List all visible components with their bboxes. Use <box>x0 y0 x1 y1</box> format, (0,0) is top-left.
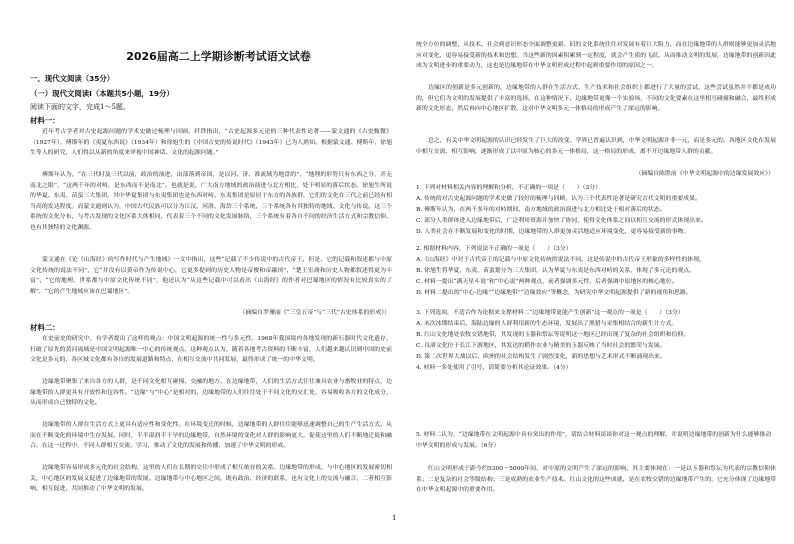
question-2-option-a: A.《山海经》中对于古代帝王的记载与中原文化传统的说法不同，这是传说中的古代帝王形象的多样性的体现。 <box>416 257 705 263</box>
m2-paragraph-1: 在史前史的研究中，有学者提出了这样的观点：中国文明起源的统一性与多元性，1968年我国境内各地发现的新石器时代文化遗存，打破了原先的黄河流域是中国文明起源唯一中心的传统观点。这种观点认为，随着各地考古资料的不断丰富，人们越来越认识到中国的史前文化是多元的，各区域文化都有各自的发展道路和特点，在相互交流中共同发展，最终形成了统一的中华文明。 <box>30 336 392 364</box>
question-5-passage: 红山文明形成于距今约5300～5000年间，对中原的文明产生了深远的影响。其主要体现在：一是以玉器和祭坛为代表的宗教信仰体系；二是复杂的社会等级结构；三是成熟的农业生产技术。红山文化的这些成就，是在农牧交错的边缘地带产生的，它充分体现了边缘地带在中华文明起源中的重要作用。 <box>416 466 776 494</box>
exam-title: 2026届高二上学期诊断考试语文试卷 <box>126 50 311 63</box>
question-3: 3. 下列选项，不适合作为论据来支撑材料二“边缘地带更能产生创新”这一观点的一项是（ ）（3分） <box>416 310 684 316</box>
section-heading: 一、现代文阅读（35分） <box>30 74 115 83</box>
question-2-option-b: B. 徐旭生将华夏、东夷、苗蛮划分为三大集团，认为华夏与东夷是东西对峙的关系，体现了多元论的观点。 <box>416 268 696 274</box>
source-note-1: （摘编自罗珊丽《“三皇五帝”与“三代”古史体系的形成》） <box>239 310 390 316</box>
question-5: 5. 材料二认为，“边缘地带在文明起源中具有突出的作用”，请结合材料谈谈你对这一观点的理解，并说明边缘地带的创新为什么能够推动中华文明的形成与发展。（6分） <box>416 432 772 449</box>
question-1-option-a: A. 传统的对古史起源问题的学术史做了较好的梳理与回顾，认为三个代表性论著是研究古代文明的重要成果。 <box>416 196 701 202</box>
m2-paragraph-6: 总之，有关中华文明起源的认识已经发生了巨大的改变。学界已普遍认识到，中华文明起源并非一元，而是多元的。各地区文化在发展中相互交流、相互影响，逐渐形成了以中原为核心的多元一体格局，这一格局的形成，离不开边缘地带人群的贡献。 <box>416 138 776 155</box>
m2-paragraph-2: 边缘地带聚集了来自各方的人群，是不同文化相互碰撞、交融的地方。在边缘地带，人们的生活方式往往兼具农业与畜牧业的特点，边缘地带的人群更具有开放性和包容性。“边缘”与“中心”是相对的，边缘地带的人们往往处于不同文化的交汇处，容易吸收各方的文化成分，从而形成自己独特的文化。 <box>30 379 392 407</box>
question-2-option-c: C. 材料一提出“满天星斗说”和“中心说”两种观点，前者强调多元性，后者强调中原地区的核心地位。 <box>416 279 678 285</box>
question-3-option-c: C. 良渚文化位于长江下游地区，其发达的稻作农业与精美的玉器反映了当时社会的繁荣与发展。 <box>416 343 666 349</box>
m1-paragraph-1: 近年考古学者对古史起源问题的学术史做过梳理与回顾。纤铁指出，“古史起源多元论的三种代表性论著——蒙文通的《古史甄微》（1927年），傅斯年的《夷夏东西说》（1934年）和徐旭生的《中国古史的传说时代》（1943年）已为人熟知。根据蒙文通、傅斯年、徐旭生等人的研究，人们得以从新的角度来审视中国神话、文化的起源问题。” <box>30 129 392 157</box>
question-4: 4. 材料一多处使用了引号，请简要分析其论证效果。（4分） <box>416 365 572 371</box>
subsection-heading: （一）现代文阅读Ⅰ（本题共5小题，19分） <box>30 89 174 98</box>
m2-paragraph-3: 边缘地带的人群在生活方式上更具有适应性和变化性。在环境变迁的时候，边缘地带的人群往往能够迅速调整自己的生产生活方式，从而在不断变化的环境中生存发展。同时，半半湿润半干旱的边缘地带，自然环境的变化对人群的影响更大，促使这里的人们不断地迁徙和融合。在这一过程中，不同人群相互交流、学习，推动了文化的发展和传播，加速了中华文明的形成。 <box>30 422 392 450</box>
instruction-text: 阅读下面的文字，完成1～5题。 <box>30 103 130 111</box>
m2-continued-paragraph: 统全方位的调整，从技术、社会到意识形态全面调整更新。旧的文化系统往往对发展有着巨大阻力，而在边缘地带的人群则能够更加灵活地应对变化，更容易接受新的技术和思想。当这些新的因素积累到一定程度，就会产生质的飞跃，从而推动文明的发展，边缘地带的创新因此成为文明进步的重要动力，这也是边缘地带在中华文明形成过程中起到重要作用的原因之一。 <box>416 42 776 70</box>
question-1-option-c: C. 部分人类群体进入边缘地带后，广泛利用资源并加快了协同，使得文化体系之间以相互交流的形式体现出来。 <box>416 218 707 224</box>
question-2: 2. 根据材料内容，下列说法不正确的一项是（ ）（3分） <box>416 246 572 252</box>
m1-paragraph-2: 傅斯年认为，“在三代时及三代以前，政治的演进，由部落到帝国，是以河、济、淮流域为地盘的”，“地理的形势只有东西之分，并无南北之限”，“这两千年的对峙，是东西而不是南北”。也就是说，广大南方地域的政治演进与北方相比，处于明显的落后状态。徐旭生所说的华夏、东夷、苗蛮三大集团，其中华夏集团与东夷集团也是东西对峙。东夷集团是原居于东方的各族群，它们的文化在三代之前已经有相当高的发达程度。而蒙文通则认为，中国古代民族可以分为江汉、河洛、海岱三个系统，三个系统各有其独特的地域、文化与传说。这三个系统的文化分布，与考古发现的文化区系大体相同，代表着三个不同的文化发展脉络，三个系统有着各自不同的经济生活方式和宗教信仰，也有其独特的文化渊源。 <box>30 172 392 231</box>
question-1-option-d: D. 人类社会在不断发展和变化的时期，边缘地带的人群更加灵活地适应环境变化，更容易接受新的事物。 <box>416 229 690 235</box>
question-3-option-b: B. 红山文化地处农牧交错地带，其发现的玉器和祭坛等说明这一地区已经出现了复杂的社会组织和信仰。 <box>416 332 690 338</box>
m2-paragraph-5: 边缘区的创新是多元创新的，边缘地带的人群在生活方式、生产技术和社会组织上都进行了大量的尝试，这些尝试虽然并不都是成功的，但它们为文明的发展提供了丰富的选择。在这种情况下，边缘地带更像一个实验场，不同的文化要素在这里相互碰撞和融合，最终形成新的文化形态，然后再向中心地区扩散，这对中华文明多元一体格局的形成产生了深远的影响。 <box>416 85 776 113</box>
question-1-option-b: B. 傅斯年认为，在两千多年的对峙期间，南方地域的政治演进与北方相比处于相对落后的状态。 <box>416 207 666 213</box>
m2-paragraph-4: 边缘地带容易形成多元化的社会结构，这里的人们在长期的交往中形成了相互依存的关系。边缘地带的形成，与中心地区的发展密切相关，中心地区的发展又促进了边缘地带的发展。边缘地带与中心地区之间，既有政治、经济的联系，也有文化上的交流与融合，二者相互影响、相互促进，共同推动了中华文明的发展。 <box>30 465 392 493</box>
source-note-2: （摘编自陈胜前《中华文明起源中的边缘发展效应》） <box>635 171 774 177</box>
m1-paragraph-3: 蒙文通在《论《山海经》的写作时代与产生地域》一文中指出，这些“记载了不少传说中的古代帝王，但是，它的记载和叙述都与中原文化传统的说法不同”，它“并没有以黄帝作为传说中心，它更多提到的历史人物是帝俊和帝颛顼”，“楚王室裔和历史人物都叙述得更为丰富”，“它的地理、世系都与中原文化传统不同”，他还认为“从这些记载中可以看出《山海经》的作者对巴蜀地区的情况有比较真实的了解”，“它的产生地域应该在巴蜀地区”。 <box>30 257 392 295</box>
question-3-option-d: D. 第二次世界大战以后，欧洲的社会结构发生了剧烈变化，新的思想与艺术形式不断涌现出来。 <box>416 354 666 360</box>
material2-label: 材料二： <box>30 323 60 332</box>
question-3-option-a: A. 末次冰期结束后，海陆边缘的人群利用新的生态环境，发展出了渔猎与采集相结合的新生计方式。 <box>416 321 678 327</box>
question-1: 1. 下列对材料相关内容的理解和分析，不正确的一项是（ ）（3分） <box>416 185 602 191</box>
question-2-option-d: D. 材料二提出的“中心-边缘”“边缘地带”“边缘效应”等概念，为研究中华文明起源提供了新的视角和思路。 <box>416 290 692 296</box>
material1-label: 材料一： <box>30 116 60 125</box>
page-number: 1 <box>392 514 397 522</box>
